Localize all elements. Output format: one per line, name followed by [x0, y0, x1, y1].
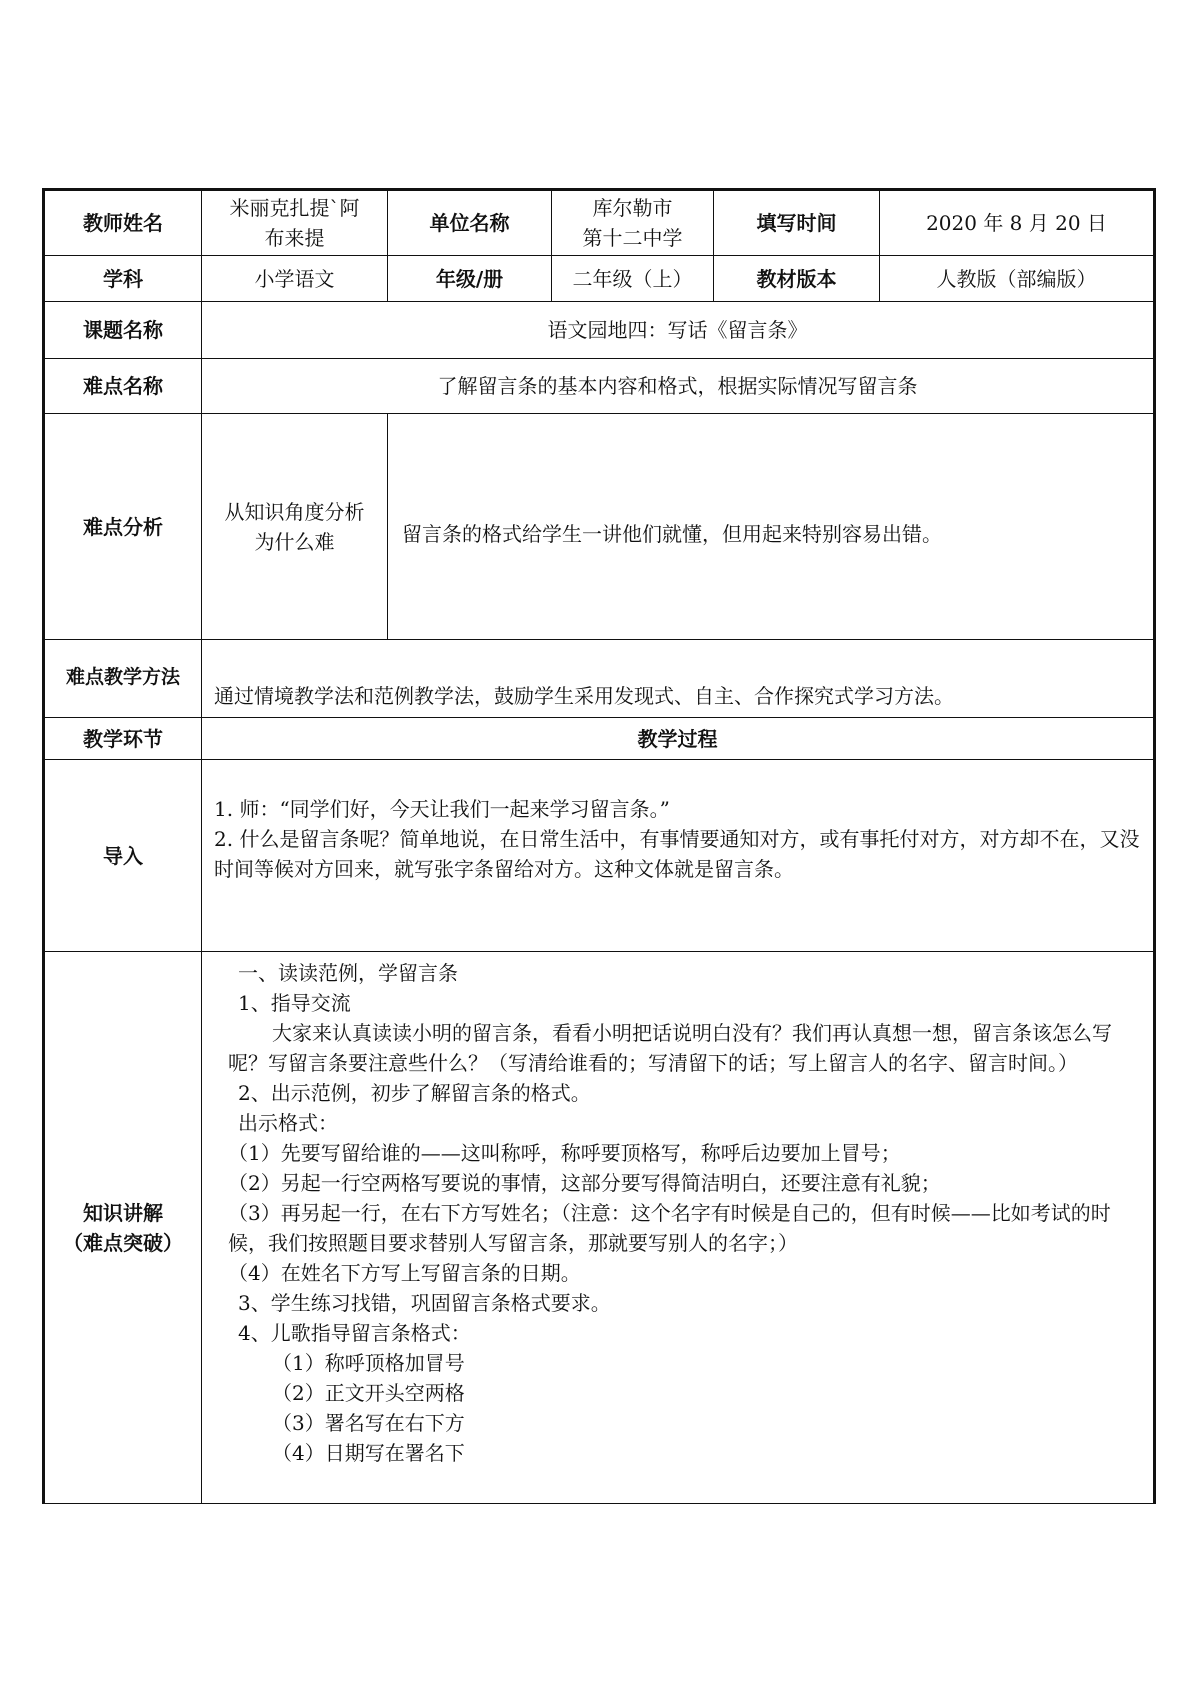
subject-label: 学科 — [44, 256, 202, 302]
difficulty-row — [44, 359, 1155, 414]
unit-label: 单位名称 — [388, 190, 552, 256]
knowledge-line-3: 大家来认真读读小明的留言条，看看小明把话说明白没有？我们再认真想一想，留言条该怎么写呢？写留言条要注意些什么？（写清给谁看的；写清留下的话；写上留言人的名字、留言时间。） — [228, 1021, 1112, 1075]
difficulty-label: 难点名称 — [44, 359, 202, 414]
analysis-sub-line2: 为什么难 — [254, 529, 335, 554]
knowledge-row — [44, 952, 1155, 1504]
date-value: 2020 年 8 月 20 日 — [880, 190, 1155, 256]
intro-row — [44, 760, 1155, 952]
knowledge-line-9: （4）在姓名下方写上写留言条的日期。 — [228, 1261, 581, 1285]
teacher-label: 教师姓名 — [44, 190, 202, 256]
knowledge-line-6: （1）先要写留给谁的——这叫称呼，称呼要顶格写，称呼后边要加上冒号； — [228, 1141, 901, 1165]
topic-label: 课题名称 — [44, 302, 202, 359]
process-label: 教学过程 — [202, 718, 1155, 760]
stage-label: 教学环节 — [44, 718, 202, 760]
method-value: 通过情境教学法和范例教学法，鼓励学生采用发现式、自主、合作探究式学习方法。 — [202, 640, 1155, 718]
knowledge-line-10: 3、学生练习找错，巩固留言条格式要求。 — [238, 1291, 611, 1315]
knowledge-content — [202, 952, 1155, 1504]
header-row-1 — [44, 190, 1155, 256]
header-row-2 — [44, 256, 1155, 302]
knowledge-line-5: 出示格式： — [238, 1111, 338, 1135]
topic-row — [44, 302, 1155, 359]
analysis-sub-line1: 从知识角度分析 — [224, 499, 365, 524]
unit-line1: 库尔勒市 — [592, 196, 673, 220]
knowledge-line-8: （3）再另起一行，在右下方写姓名；（注意：这个名字有时候是自己的，但有时候——比如考试的时候，我们按照题目要求替别人写留言条，那就要写别人的名字；） — [228, 1201, 1111, 1255]
edition-label: 教材版本 — [714, 256, 880, 302]
unit-line2: 第十二中学 — [582, 226, 683, 250]
intro-label: 导入 — [44, 760, 202, 952]
knowledge-line-7: （2）另起一行空两格写要说的事情，这部分要写得简洁明白，还要注意有礼貌； — [228, 1171, 941, 1195]
analysis-value: 留言条的格式给学生一讲他们就懂，但用起来特别容易出错。 — [388, 414, 1155, 640]
difficulty-value: 了解留言条的基本内容和格式，根据实际情况写留言条 — [202, 359, 1155, 414]
stage-header-row — [44, 718, 1155, 760]
grade-label: 年级/册 — [388, 256, 552, 302]
subject-value: 小学语文 — [202, 256, 388, 302]
knowledge-line-2: 1、指导交流 — [238, 991, 351, 1015]
edition-value: 人教版（部编版） — [880, 256, 1155, 302]
knowledge-label-line1: 知识讲解 — [83, 1200, 163, 1225]
date-label: 填写时间 — [714, 190, 880, 256]
unit-value — [552, 190, 714, 256]
knowledge-line-15: （4）日期写在署名下 — [272, 1441, 465, 1465]
intro-line1: 1. 师：“同学们好，今天让我们一起来学习留言条。” — [214, 797, 670, 821]
intro-content — [202, 760, 1155, 952]
grade-value: 二年级（上） — [552, 256, 714, 302]
teacher-name-line2: 布来提 — [264, 226, 325, 250]
knowledge-line-4: 2、出示范例，初步了解留言条的格式。 — [238, 1081, 591, 1105]
knowledge-label-line2: （难点突破） — [63, 1230, 183, 1255]
knowledge-line-1: 一、读读范例，学留言条 — [238, 961, 458, 985]
analysis-row — [44, 414, 1155, 640]
lesson-plan-table — [42, 188, 1156, 1504]
teacher-name-line1: 米丽克扎提`阿 — [229, 196, 360, 220]
method-label: 难点教学方法 — [44, 640, 202, 718]
method-row — [44, 640, 1155, 718]
topic-value: 语文园地四：写话《留言条》 — [202, 302, 1155, 359]
knowledge-line-14: （3）署名写在右下方 — [272, 1411, 465, 1435]
knowledge-label — [44, 952, 202, 1504]
intro-line2: 2. 什么是留言条呢？简单地说，在日常生活中，有事情要通知对方，或有事托付对方，对方却不在，又没时间等候对方回来，就写张字条留给对方。这种文体就是留言条。 — [214, 827, 1140, 881]
analysis-label: 难点分析 — [44, 414, 202, 640]
teacher-name — [202, 190, 388, 256]
knowledge-line-11: 4、儿歌指导留言条格式： — [238, 1321, 471, 1345]
knowledge-line-13: （2）正文开头空两格 — [272, 1381, 465, 1405]
knowledge-line-12: （1）称呼顶格加冒号 — [272, 1351, 465, 1375]
analysis-sub — [202, 414, 388, 640]
